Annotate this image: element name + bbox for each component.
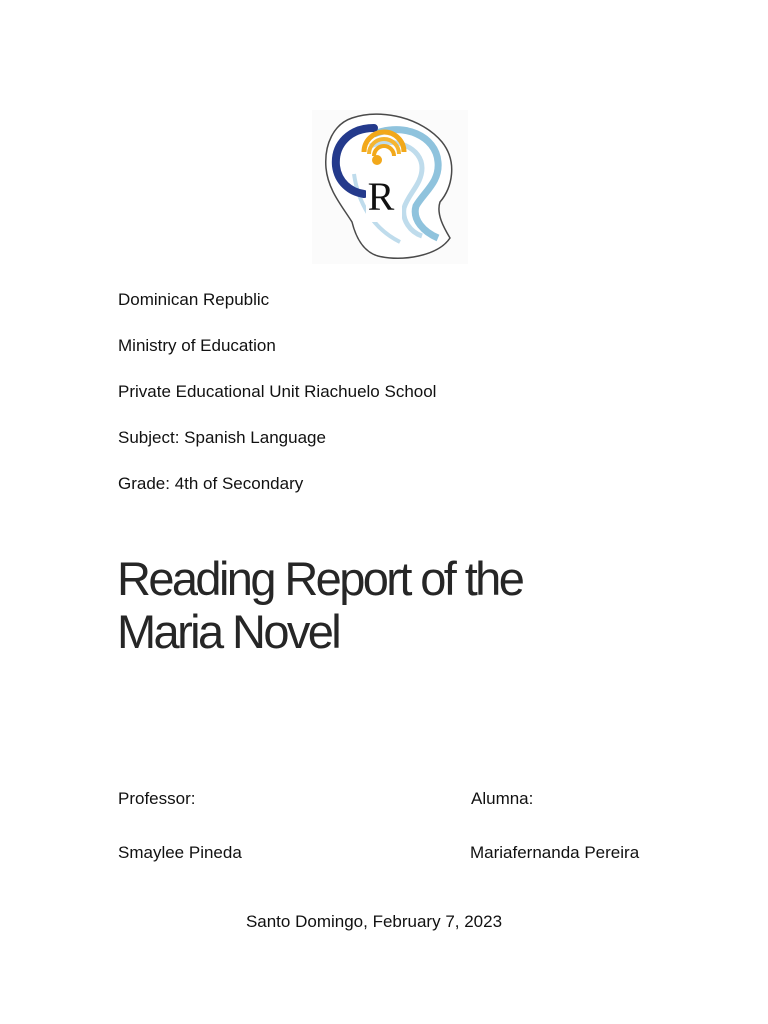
- subject-line: Subject: Spanish Language: [118, 428, 326, 447]
- ministry-line: Ministry of Education: [118, 336, 276, 355]
- professor-name: Smaylee Pineda: [118, 843, 242, 862]
- student-name: Mariafernanda Pereira: [470, 843, 640, 862]
- document-title: [117, 552, 522, 658]
- school-logo: [312, 110, 468, 264]
- logo-letter: R: [367, 174, 395, 219]
- title-line-1: Reading Report of the: [117, 552, 523, 605]
- place-date: Santo Domingo, February 7, 2023: [245, 912, 503, 931]
- title-line-2: Maria Novel: [117, 605, 340, 658]
- student-label: Alumna:: [471, 789, 534, 808]
- grade-line: Grade: 4th of Secondary: [118, 474, 304, 493]
- professor-label: Professor:: [118, 789, 196, 808]
- country-line: Dominican Republic: [118, 290, 270, 309]
- school-line: Private Educational Unit Riachuelo School: [118, 382, 437, 401]
